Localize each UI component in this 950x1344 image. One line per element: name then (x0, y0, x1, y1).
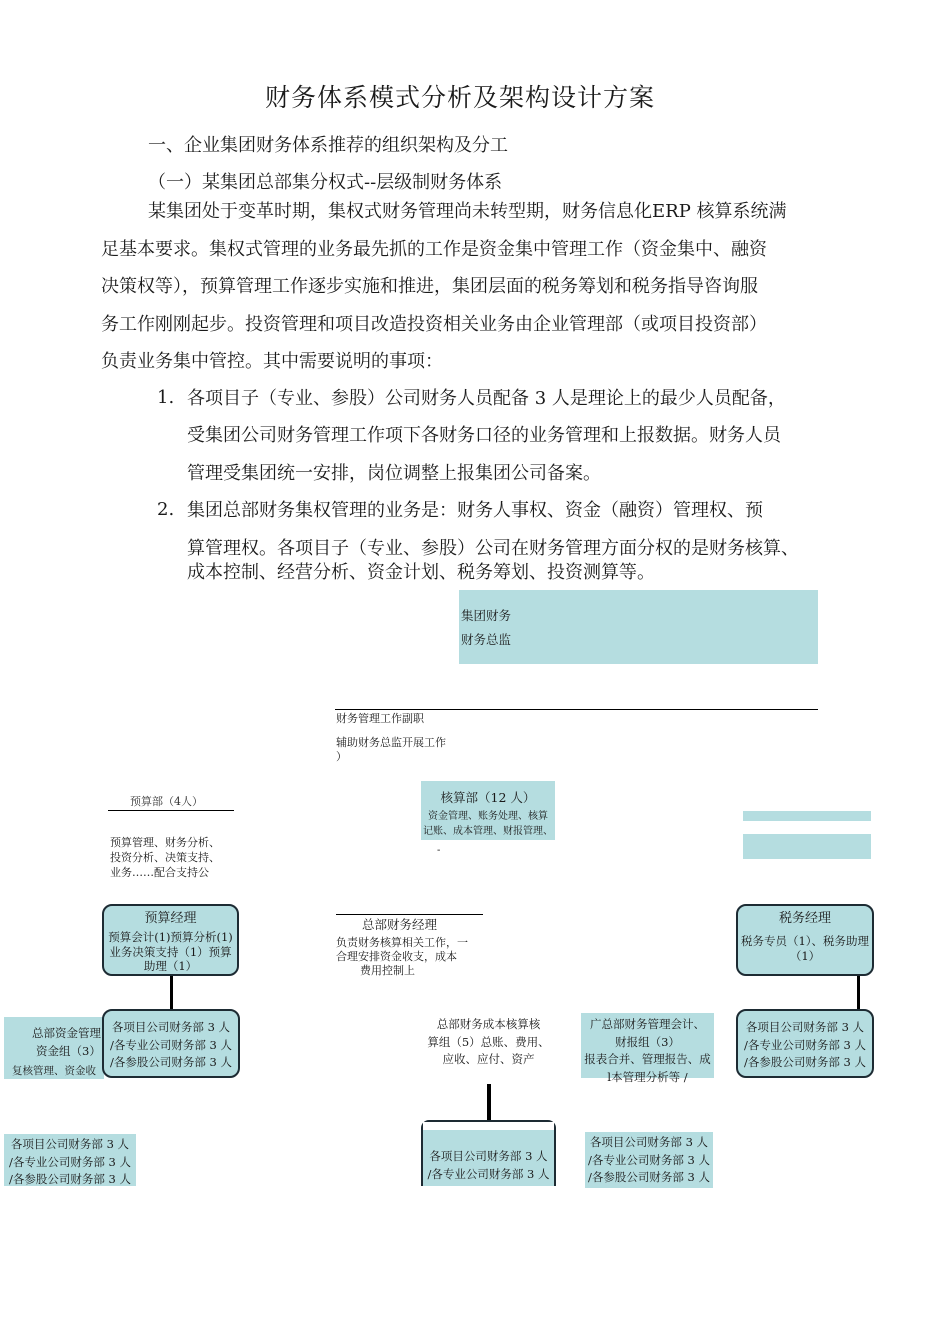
budget-manager-desc: 业务决策支持（1）预算 (109, 944, 232, 959)
paragraph-line: 务工作刚刚起步。投资管理和项目改造投资相关业务由企业管理部（或项目投资部） (101, 314, 767, 335)
list-number: 1. (157, 387, 175, 408)
budget-manager-box (102, 904, 239, 976)
subsidiary-line: /各参股公司财务部 3 人 (743, 1055, 866, 1069)
cfo-line: 财务总监 (461, 632, 512, 647)
fund-group-box (4, 1017, 104, 1079)
deputy-title: 财务管理工作副职 (336, 712, 424, 725)
subsidiary-line: /各专业公司财务部 3 人 (587, 1152, 710, 1167)
accounting-dept-box (421, 781, 555, 840)
subsidiary-line: /各专业公司财务部 3 人 (109, 1037, 232, 1052)
list-line: 受集团公司财务管理工作项下各财务口径的业务管理和上报数据。财务人员 (187, 425, 781, 446)
budget-dept-desc: 预算管理、财务分析、 (110, 836, 220, 849)
divider-line (336, 914, 483, 915)
cost-subsidiary-box (421, 1120, 556, 1186)
general-accounting-manager-desc: 负责财务核算相关工作，一 (336, 936, 468, 949)
tax-subsidiary-box (736, 1009, 874, 1078)
list-line: 各项目子（专业、参股）公司财务人员配备 3 人是理论上的最少人员配备， (187, 388, 786, 409)
deputy-desc: ） (336, 750, 347, 763)
general-accounting-manager-desc: 合理安排资金收支，成本 (336, 950, 457, 963)
fund-group-line: 资金组（3） (36, 1044, 101, 1058)
section-heading: 一、企业集团财务体系推荐的组织架构及分工 (148, 135, 508, 156)
subsidiary-line: 各项目公司财务部 3 人 (745, 1020, 865, 1034)
paragraph-line: 足基本要求。集权式管理的业务最先抓的工作是资金集中管理工作（资金集中、融资 (101, 239, 767, 260)
connector-line (487, 1084, 491, 1120)
subsidiary-line: /各专业公司财务部 3 人 (8, 1154, 131, 1169)
accounting-dept-desc: 记账、成本管理、财报管理、 (423, 826, 553, 837)
subsidiary-line: 各项目公司财务部 3 人 (589, 1135, 709, 1149)
list-number: 2. (157, 499, 175, 520)
tax-manager-title: 税务经理 (778, 911, 831, 926)
paragraph-line: 负责业务集中管控。其中需要说明的事项： (101, 351, 443, 372)
divider-line (108, 810, 234, 811)
mgmt-subsidiary-box (585, 1132, 713, 1188)
fund-subsidiary-box (4, 1134, 136, 1186)
tax-dept-strip (743, 821, 871, 834)
cost-group-box (421, 1014, 556, 1074)
accounting-dept-desc: 资金管理、账务处理、核算 (428, 811, 548, 822)
mgmt-group-line: 报表合并、管理报告、成 (584, 1052, 711, 1066)
fund-group-line: 总部资金管理 (32, 1026, 101, 1040)
subsidiary-line: /各参股公司财务部 3 人 (109, 1055, 232, 1069)
budget-dept-title: 预算部（4人） (130, 795, 203, 808)
tax-manager-desc: 税务专员（1）、税务助理 (740, 934, 870, 948)
connector-line (857, 976, 860, 1009)
mgmt-group-line: 财报组（3） (615, 1034, 680, 1049)
budget-subsidiary-box (102, 1009, 240, 1078)
list-line: 成本控制、经营分析、资金计划、税务筹划、投资测算等。 (187, 562, 655, 583)
subsection-heading: （一）某集团总部集分权式--层级制财务体系 (148, 172, 503, 193)
subsidiary-line: 各项目公司财务部 3 人 (429, 1149, 548, 1163)
cfo-box (459, 590, 818, 664)
tax-manager-desc: （1） (789, 949, 821, 963)
mgmt-group-box (581, 1013, 714, 1084)
cost-group-line: 应收、应付、资产 (442, 1052, 535, 1066)
paragraph-line: 某集团处于变革时期，集权式财务管理尚未转型期，财务信息化ERP 核算系统满 (148, 201, 787, 222)
subsidiary-line: /各专业公司财务部 3 人 (427, 1167, 550, 1181)
connector-line (170, 976, 173, 1009)
accounting-dept-tail: - (437, 845, 441, 856)
tax-dept-box (743, 811, 871, 859)
subsidiary-line: 各项目公司财务部 3 人 (111, 1020, 231, 1034)
subsidiary-line: /各参股公司财务部 3 人 (587, 1170, 710, 1184)
general-accounting-manager-desc-wrap (336, 936, 486, 977)
subsidiary-line: 各项目公司财务部 3 人 (10, 1137, 130, 1151)
budget-manager-desc: 预算会计(1)预算分析(1) (108, 930, 233, 944)
list-line: 集团总部财务集权管理的业务是：财务人事权、资金（融资）管理权、预 (187, 500, 763, 521)
list-line: 算管理权。各项目子（专业、参股）公司在财务管理方面分权的是财务核算、 (187, 538, 799, 559)
paragraph-line: 决策权等），预算管理工作逐步实施和推进，集团层面的税务筹划和税务指导咨询服 (101, 276, 758, 297)
tax-manager-box (736, 904, 874, 976)
budget-dept-desc: 投资分析、决策支持、 (110, 851, 220, 864)
list-line: 管理受集团统一安排，岗位调整上报集团公司备案。 (187, 463, 601, 484)
mgmt-group-line: 广总部财务管理会计、 (590, 1017, 705, 1031)
accounting-dept-title: 核算部（12 人） (440, 790, 536, 805)
fund-group-line: 复核管理、资金收 (12, 1065, 96, 1077)
cfo-line: 集团财务 (461, 608, 512, 623)
budget-dept (108, 795, 238, 879)
general-accounting-manager-title: 总部财务经理 (362, 917, 438, 932)
deputy-desc: 辅助财务总监开展工作 (336, 736, 446, 749)
cost-group-line: 总部财务成本核算核 (436, 1017, 541, 1031)
divider-line (335, 709, 818, 710)
page-title: 财务体系模式分析及架构设计方案 (264, 83, 655, 112)
cost-subsidiary-strip (423, 1122, 554, 1130)
budget-dept-desc: 业务……配合支持公 (110, 866, 209, 879)
mgmt-group-line: l本管理分析等 / (607, 1069, 688, 1084)
budget-manager-desc: 助理（1） (143, 959, 198, 973)
subsidiary-line: /各参股公司财务部 3 人 (8, 1172, 131, 1186)
budget-manager-title: 预算经理 (144, 911, 197, 926)
general-accounting-manager-desc: 费用控制上 (360, 964, 415, 977)
cost-group-line: 算组（5）总账、费用、 (427, 1034, 550, 1049)
subsidiary-line: /各专业公司财务部 3 人 (743, 1037, 866, 1052)
